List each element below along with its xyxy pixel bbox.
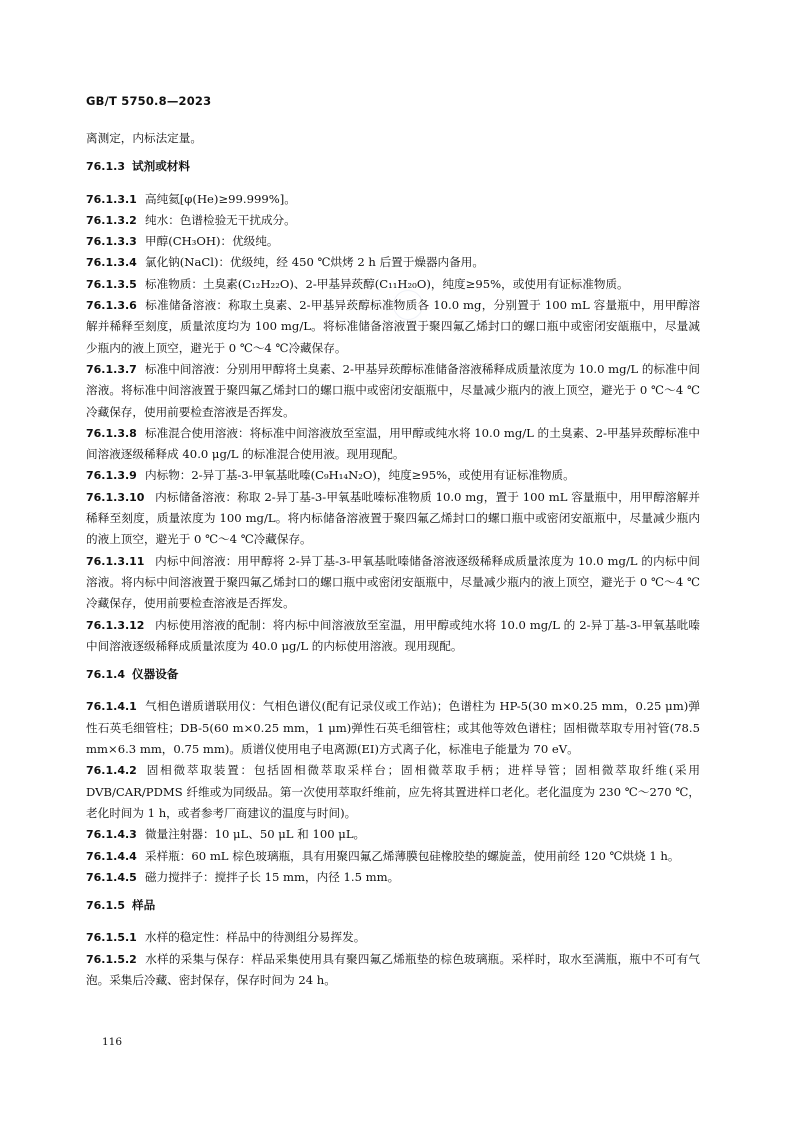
clause-number: 76.1.4.4 <box>86 849 137 863</box>
clause-number: 76.1.4.5 <box>86 870 137 884</box>
section-title: 试剂或材料 <box>132 159 190 174</box>
clause-number: 76.1.3.11 <box>86 554 145 568</box>
clause-paragraph <box>86 359 700 423</box>
clause-number: 76.1.5.2 <box>86 952 137 966</box>
clause-number: 76.1.3.1 <box>86 192 137 206</box>
clause-number: 76.1.3.3 <box>86 235 137 249</box>
clause-text: 标准物质：土臭素(C₁₂H₂₂O)、2-甲基异莰醇(C₁₁H₂₀O)，纯度≥95%，或使用有证标准物质。 <box>145 276 629 291</box>
clause-text: 内标物：2-异丁基-3-甲氧基吡嗪(C₉H₁₄N₂O)，纯度≥95%，或使用有证标准物质。 <box>145 468 575 483</box>
section-heading <box>86 156 700 177</box>
document-body <box>86 128 700 991</box>
clause-paragraph <box>86 824 700 845</box>
clause-paragraph <box>86 551 700 615</box>
clause-text: 气相色谱质谱联用仪：气相色谱仪(配有记录仪或工作站)；色谱柱为 HP-5(30 m×0.25 mm，0.25 μm)弹性石英毛细管柱；DB-5(60 m×0.25 mm，1 μm)弹性石英毛细管柱；或其他等效色谱柱；固相微萃取专用衬管(78.5 mm×6.3 mm，0.75 mm)。质谱仪使用电子电离源(EI)方式离子化，标准电子能量为 70 eV。 <box>86 699 700 757</box>
clause-text: 标准混合使用溶液：将标准中间溶液放至室温，用甲醇或纯水将 10.0 mg/L 的土臭素、2-甲基异莰醇标准中间溶液逐级稀释成 40.0 μg/L 的标准混合使用液。现用现配。 <box>86 425 700 462</box>
section-heading <box>86 895 700 916</box>
section-heading <box>86 664 700 685</box>
clause-number: 76.1.3.4 <box>86 256 137 270</box>
clause-number: 76.1.4.1 <box>86 700 137 714</box>
clause-text: 水样的采集与保存：样品采集使用具有聚四氟乙烯瓶垫的棕色玻璃瓶。采样时，取水至满瓶，瓶中不可有气泡。采集后冷藏、密封保存，保存时间为 24 h。 <box>86 951 700 987</box>
clause-text: 标准中间溶液：分别用甲醇将土臭素、2-甲基异莰醇标准储备溶液稀释成质量浓度为 10.0 mg/L 的标准中间溶液。将标准中间溶液置于聚四氟乙烯封口的螺口瓶中或密闭安瓿瓶中，尽量减少瓶内的液上顶空，避光于 0 ℃～4 ℃冷藏保存，使用前要检查溶液是否挥发。 <box>86 361 700 419</box>
clause-number: 76.1.3.9 <box>86 469 137 483</box>
clause-number: 76.1.3.5 <box>86 277 137 291</box>
clause-number: 76.1.3.6 <box>86 299 137 313</box>
section-title: 样品 <box>132 898 156 913</box>
clause-number: 76.1.3.8 <box>86 426 137 440</box>
clause-number: 76.1.3.7 <box>86 362 137 376</box>
clause-paragraph <box>86 465 700 486</box>
clause-paragraph <box>86 927 700 948</box>
clause-text: 固相微萃取装置：包括固相微萃取采样台；固相微萃取手柄；进样导管；固相微萃取纤维(采用 DVB/CAR/PDMS 纤维或为同级品。第一次使用萃取纤维前，应先将其置进样口老化。老化温度为 230 ℃～270 ℃，老化时间为 1 h，或者参考厂商建议的温度与时间)。 <box>86 763 700 820</box>
clause-paragraph <box>86 760 700 824</box>
section-title: 仪器设备 <box>132 667 179 682</box>
clause-text: 内标储备溶液：称取 2-异丁基-3-甲氧基吡嗪标准物质 10.0 mg，置于 100 mL 容量瓶中，用甲醇溶解并稀释至刻度，质量浓度为 100 mg/L。将内标储备溶液置于聚四氟乙烯封口的螺口瓶中或密闭安瓿瓶中，尽量减少瓶内的液上顶空，避光于 0 ℃～4 ℃冷藏保存。 <box>86 489 700 547</box>
clause-paragraph <box>86 423 700 466</box>
clause-number: 76.1.4.2 <box>86 764 137 778</box>
clause-text: 内标使用溶液的配制：将内标中间溶液放至室温，用甲醇或纯水将 10.0 mg/L 的 2-异丁基-3-甲氧基吡嗪中间溶液逐级稀释成质量浓度为 40.0 μg/L 的内标使用溶液。现用现配。 <box>86 617 700 653</box>
clause-text: 水样的稳定性：样品中的待测组分易挥发。 <box>145 930 366 945</box>
section-number: 76.1.3 <box>86 160 125 174</box>
clause-text: 标准储备溶液：称取土臭素、2-甲基异莰醇标准物质各 10.0 mg，分别置于 100 mL 容量瓶中，用甲醇溶解并稀释至刻度，质量浓度均为 100 mg/L。将标准储备溶液置于聚四氟乙烯封口的螺口瓶中或密闭安瓿瓶中，尽量减少瓶内的液上顶空，避光于 0 ℃～4 ℃冷藏保存。 <box>86 298 700 355</box>
clause-text: 高纯氦[φ(He)≥99.999%]。 <box>145 191 296 206</box>
clause-number: 76.1.3.2 <box>86 213 137 227</box>
page-number: 116 <box>102 1036 123 1048</box>
clause-paragraph <box>86 867 700 888</box>
clause-paragraph <box>86 274 700 295</box>
clause-paragraph <box>86 210 700 231</box>
clause-text: 甲醇(CH₃OH)：优级纯。 <box>145 234 279 249</box>
clause-text: 纯水：色谱检验无干扰成分。 <box>145 212 296 227</box>
clause-paragraph <box>86 949 700 992</box>
clause-paragraph <box>86 846 700 867</box>
clause-text: 采样瓶：60 mL 棕色玻璃瓶，具有用聚四氟乙烯薄膜包硅橡胶垫的螺旋盖，使用前经 120 ℃烘烧 1 h。 <box>145 848 680 863</box>
clause-number: 76.1.3.10 <box>86 490 145 504</box>
clause-text: 微量注射器：10 μL、50 μL 和 100 μL。 <box>145 827 366 842</box>
sections-container <box>86 156 700 991</box>
standard-number: GB/T 5750.8—2023 <box>86 94 212 108</box>
clause-number: 76.1.4.3 <box>86 828 137 842</box>
clause-number: 76.1.5.1 <box>86 931 137 945</box>
clause-paragraph <box>86 231 700 252</box>
clause-text: 内标中间溶液：用甲醇将 2-异丁基-3-甲氧基吡嗪储备溶液逐级稀释成质量浓度为 10.0 mg/L 的内标中间溶液。将内标中间溶液置于聚四氟乙烯封口的螺口瓶中或密闭安瓿瓶中，尽量减少瓶内的液上顶空，避光于 0 ℃～4 ℃冷藏保存，使用前要检查溶液是否挥发。 <box>86 553 700 611</box>
section-number: 76.1.4 <box>86 668 125 682</box>
clause-paragraph <box>86 615 700 658</box>
clause-paragraph <box>86 189 700 210</box>
intro-continuation: 离测定，内标法定量。 <box>86 131 202 145</box>
clause-paragraph <box>86 696 700 760</box>
section-number: 76.1.5 <box>86 899 125 913</box>
clause-text: 磁力搅拌子：搅拌子长 15 mm，内径 1.5 mm。 <box>145 869 400 884</box>
clause-paragraph <box>86 295 700 359</box>
clause-number: 76.1.3.12 <box>86 618 145 632</box>
clause-paragraph <box>86 252 700 273</box>
clause-paragraph <box>86 487 700 551</box>
clause-text: 氯化钠(NaCl)：优级纯，经 450 ℃烘烤 2 h 后置于燥器内备用。 <box>145 255 484 270</box>
